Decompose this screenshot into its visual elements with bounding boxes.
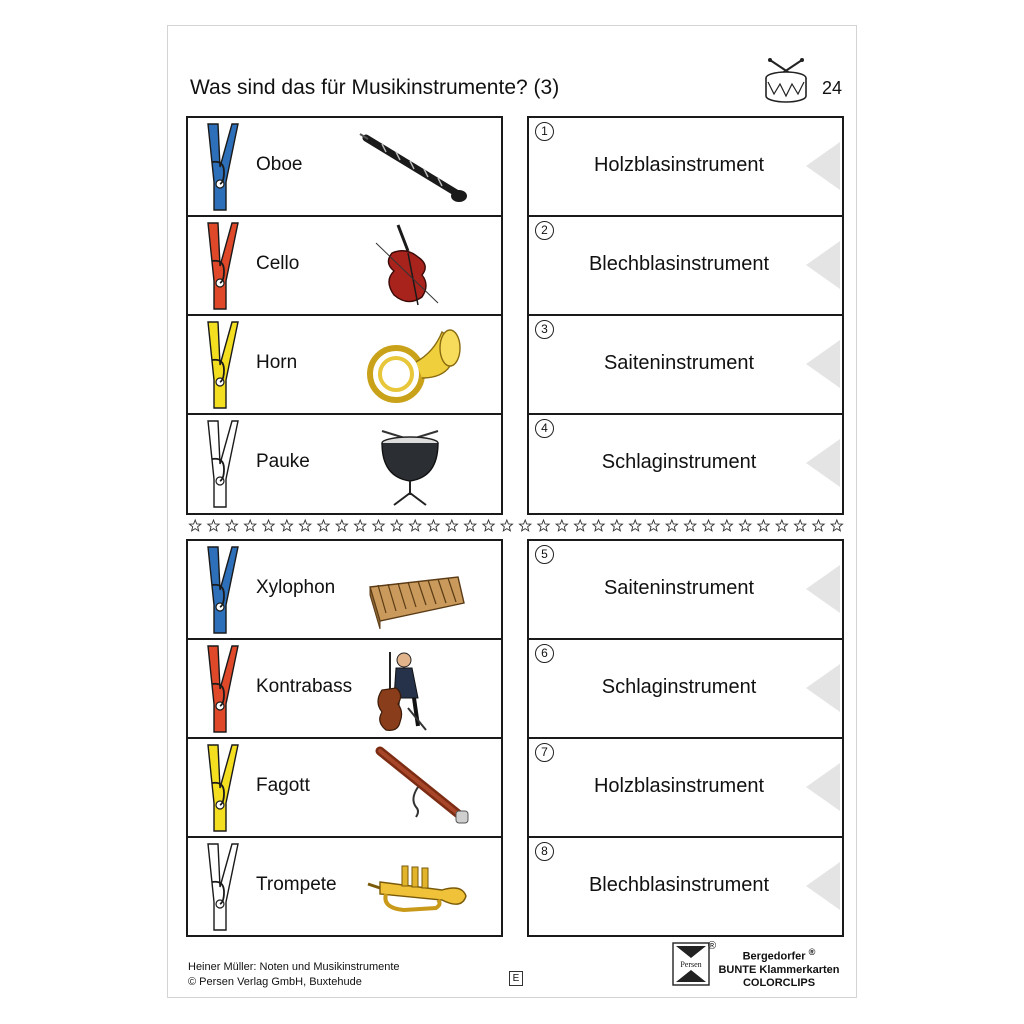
star-icon xyxy=(501,520,512,531)
pointer-triangle-icon xyxy=(806,565,840,613)
clothespin-icon xyxy=(200,743,240,833)
card-number: 3 xyxy=(535,320,554,339)
instrument-card-horn xyxy=(188,316,501,415)
footer-credit-line2: © Persen Verlag GmbH, Buxtehude xyxy=(188,976,362,988)
pointer-triangle-icon xyxy=(806,439,840,487)
star-icon xyxy=(464,520,475,531)
star-icon xyxy=(593,520,604,531)
timpani-icon xyxy=(346,421,474,507)
category-cards-bottom xyxy=(527,539,844,937)
star-icon xyxy=(336,520,347,531)
star-icon xyxy=(189,520,200,531)
page-title: Was sind das für Musikinstrumente? (3) xyxy=(190,76,560,99)
pointer-triangle-icon xyxy=(806,340,840,388)
card-number: 2 xyxy=(535,221,554,240)
instrument-name: Xylophon xyxy=(256,577,336,598)
pointer-triangle-icon xyxy=(806,664,840,712)
clothespin-icon xyxy=(200,842,240,932)
instrument-card-pauke xyxy=(188,415,501,514)
bassoon-icon xyxy=(346,745,474,831)
star-icon xyxy=(739,520,750,531)
category-label: Blechblasinstrument xyxy=(588,253,770,275)
category-card-8 xyxy=(529,838,842,937)
star-icon xyxy=(281,520,292,531)
category-card-2 xyxy=(529,217,842,316)
instrument-card-kontrabass xyxy=(188,640,501,739)
instrument-name: Oboe xyxy=(256,154,303,175)
footer-credit-line1: Heiner Müller: Noten und Musikinstrumente xyxy=(188,961,400,973)
card-number: 5 xyxy=(535,545,554,564)
instrument-name: Cello xyxy=(256,253,300,274)
pointer-triangle-icon xyxy=(806,241,840,289)
clothespin-icon xyxy=(200,320,240,410)
star-icon xyxy=(684,520,695,531)
star-icon xyxy=(226,520,237,531)
instrument-card-xylophon xyxy=(188,541,501,640)
instrument-cards-top xyxy=(186,116,503,515)
card-number: 8 xyxy=(535,842,554,861)
category-card-4 xyxy=(529,415,842,514)
star-icon xyxy=(409,520,420,531)
star-divider xyxy=(186,517,846,535)
star-icon xyxy=(556,520,567,531)
star-icon xyxy=(391,520,402,531)
star-icon xyxy=(721,520,732,531)
page-number: 24 xyxy=(822,78,843,98)
star-icon xyxy=(519,520,530,531)
category-label: Holzblasinstrument xyxy=(593,775,765,797)
publisher-logo-text: Persen xyxy=(680,960,702,969)
category-card-7 xyxy=(529,739,842,838)
pointer-triangle-icon xyxy=(806,763,840,811)
category-label: Saiteninstrument xyxy=(603,352,755,374)
category-cards-top xyxy=(527,116,844,515)
star-icon xyxy=(666,520,677,531)
trumpet-icon xyxy=(346,844,474,930)
instrument-name: Kontrabass xyxy=(256,676,353,697)
clothespin-icon xyxy=(200,419,240,509)
star-icon xyxy=(318,520,329,531)
card-number: 7 xyxy=(535,743,554,762)
category-label: Saiteninstrument xyxy=(603,577,755,599)
category-card-3 xyxy=(529,316,842,415)
clothespin-icon xyxy=(200,545,240,635)
star-icon xyxy=(629,520,640,531)
pointer-triangle-icon xyxy=(806,862,840,910)
horn-icon xyxy=(346,322,474,408)
star-icon xyxy=(776,520,787,531)
star-icon xyxy=(611,520,622,531)
brand-block xyxy=(714,946,844,990)
instrument-name: Trompete xyxy=(256,874,337,895)
instrument-card-fagott xyxy=(188,739,501,838)
category-label: Blechblasinstrument xyxy=(588,874,770,896)
category-label: Schlaginstrument xyxy=(601,451,757,473)
category-label: Schlaginstrument xyxy=(601,676,757,698)
star-icon xyxy=(831,520,842,531)
star-icon xyxy=(208,520,219,531)
brand-registered-mark: ® xyxy=(808,947,816,957)
category-card-1 xyxy=(529,118,842,217)
brand-line1: Bergedorfer xyxy=(742,950,806,963)
oboe-icon xyxy=(346,124,474,210)
star-icon xyxy=(446,520,457,531)
persen-logo-icon xyxy=(672,942,710,986)
star-icon xyxy=(703,520,714,531)
category-label: Holzblasinstrument xyxy=(593,154,765,176)
edition-mark: E xyxy=(509,971,523,986)
star-icon xyxy=(813,520,824,531)
instrument-name: Pauke xyxy=(256,451,310,472)
star-icon xyxy=(538,520,549,531)
star-icon xyxy=(244,520,255,531)
card-number: 6 xyxy=(535,644,554,663)
star-icon xyxy=(483,520,494,531)
star-icon xyxy=(794,520,805,531)
clothespin-icon xyxy=(200,122,240,212)
clothespin-icon xyxy=(200,644,240,734)
instrument-card-cello xyxy=(188,217,501,316)
instrument-card-trompete xyxy=(188,838,501,937)
star-icon xyxy=(428,520,439,531)
category-card-5 xyxy=(529,541,842,640)
category-card-6 xyxy=(529,640,842,739)
pointer-triangle-icon xyxy=(806,142,840,190)
instrument-card-oboe xyxy=(188,118,501,217)
card-number: 4 xyxy=(535,419,554,438)
registered-mark: ® xyxy=(708,940,717,952)
star-icon xyxy=(758,520,769,531)
brand-line2: BUNTE Klammerkarten xyxy=(718,963,840,976)
star-icon xyxy=(263,520,274,531)
xylophone-icon xyxy=(346,547,474,633)
star-icon xyxy=(373,520,384,531)
instrument-cards-bottom xyxy=(186,539,503,937)
footer-credits xyxy=(188,960,400,990)
brand-line3: COLORCLIPS xyxy=(742,976,816,989)
star-icon xyxy=(299,520,310,531)
instrument-name: Horn xyxy=(256,352,298,373)
star-icon xyxy=(648,520,659,531)
star-icon xyxy=(354,520,365,531)
card-number: 1 xyxy=(535,122,554,141)
cello-icon xyxy=(346,223,474,309)
clothespin-icon xyxy=(200,221,240,311)
drum-icon xyxy=(764,58,808,104)
double-bass-icon xyxy=(346,646,474,732)
instrument-name: Fagott xyxy=(256,775,310,796)
star-icon xyxy=(574,520,585,531)
